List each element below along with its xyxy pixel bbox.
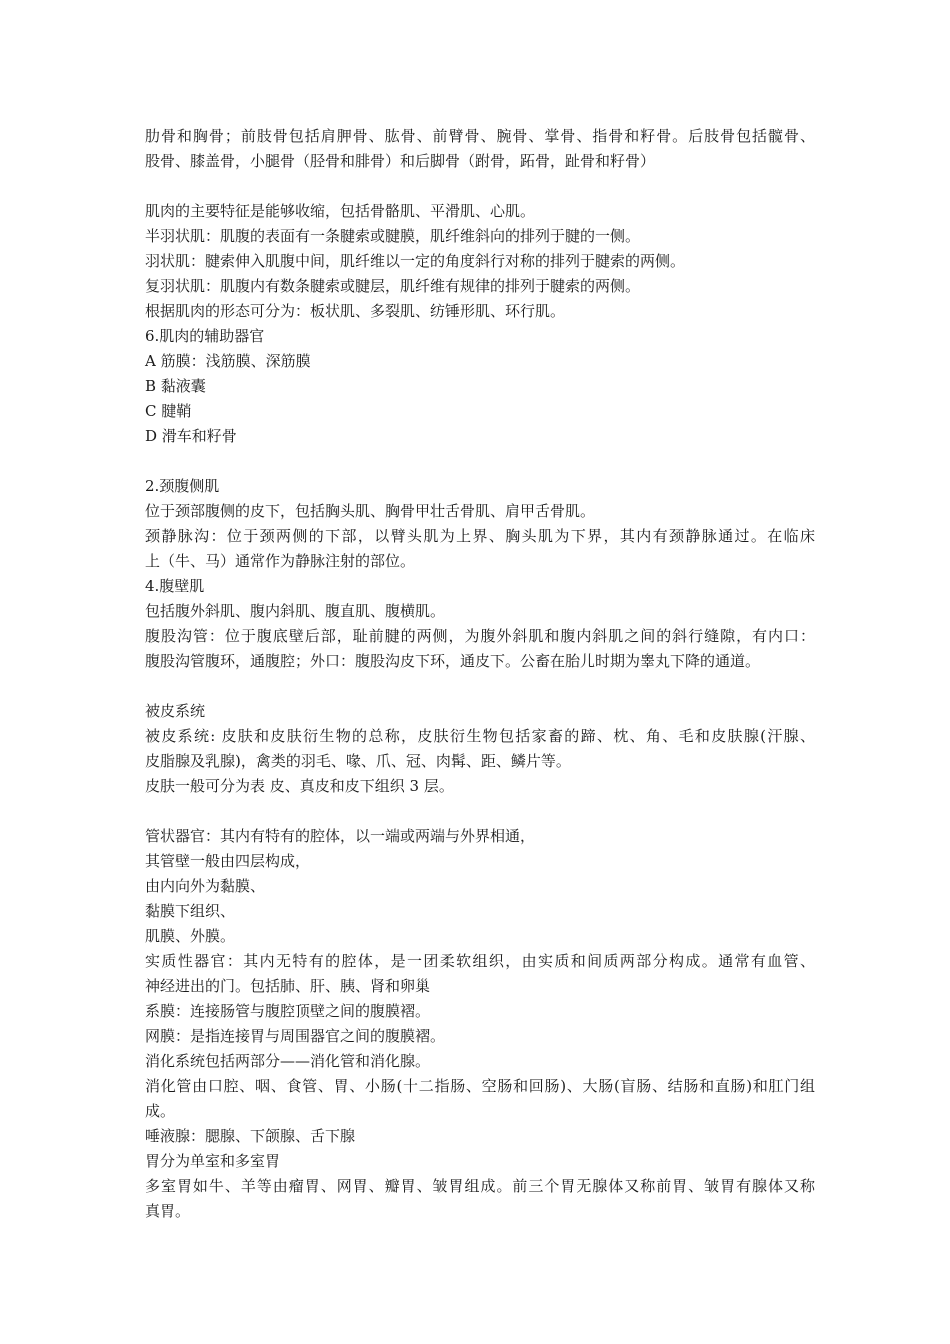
text-line: 黏膜下组织、 [145, 902, 236, 920]
text-line: 腹股沟管腹环，通腹腔；外口：腹股沟皮下环，通皮下。公畜在胎儿时期为睾丸下降的通道。 [145, 652, 761, 670]
text-line: C 腱鞘 [145, 402, 192, 420]
text-line: 半羽状肌：肌腹的表面有一条腱索或腱膜，肌纤维斜向的排列于腱的一侧。 [145, 227, 641, 245]
text-line: 上（牛、马）通常作为静脉注射的部位。 [145, 552, 416, 570]
text-line: 股骨、膝盖骨，小腿骨（胫骨和腓骨）和后脚骨（跗骨，跖骨，趾骨和籽骨） [145, 152, 656, 170]
text-line: 由内向外为黏膜、 [145, 877, 266, 895]
text-line: 实质性器官：其内无特有的腔体，是一团柔软组织，由实质和间质两部分构成。通常有血管、 [145, 952, 815, 970]
text-line: 皮肤一般可分为表 皮、真皮和皮下组织 3 层。 [145, 777, 454, 795]
text-line: 唾液腺：腮腺、下颌腺、舌下腺 [145, 1127, 356, 1145]
text-line: 网膜：是指连接胃与周围器官之间的腹膜褶。 [145, 1027, 446, 1045]
text-line: 消化管由口腔、咽、食管、胃、小肠(十二指肠、空肠和回肠)、大肠(盲肠、结肠和直肠)和肛门组 [145, 1077, 815, 1095]
text-line: 羽状肌：腱索伸入肌腹中间，肌纤维以一定的角度斜行对称的排列于腱索的两侧。 [145, 252, 686, 270]
text-line: 系膜：连接肠管与腹腔顶壁之间的腹膜褶。 [145, 1002, 431, 1020]
text-line: D 滑车和籽骨 [145, 427, 237, 445]
text-line: 颈静脉沟：位于颈两侧的下部，以臂头肌为上界、胸头肌为下界，其内有颈静脉通过。在临床 [145, 527, 815, 545]
text-line: 肋骨和胸骨；前肢骨包括肩胛骨、肱骨、前臂骨、腕骨、掌骨、指骨和籽骨。后肢骨包括髋骨、 [145, 127, 815, 145]
text-line: 管状器官：其内有特有的腔体，以一端或两端与外界相通， [145, 827, 536, 845]
text-line: 2.颈腹侧肌 [145, 477, 220, 495]
blank-line [145, 174, 815, 199]
text-line: A 筋膜：浅筋膜、深筋膜 [145, 352, 311, 370]
text-line: 真胃。 [145, 1202, 191, 1220]
text-line: 皮脂腺及乳腺)，禽类的羽毛、喙、爪、冠、肉髯、距、鳞片等。 [145, 752, 571, 770]
text-line: 多室胃如牛、羊等由瘤胃、网胃、瓣胃、皱胃组成。前三个胃无腺体又称前胃、皱胃有腺体又称 [145, 1177, 815, 1195]
text-line: 胃分为单室和多室胃 [145, 1152, 281, 1170]
text-line: 成。 [145, 1102, 176, 1120]
text-line: 被皮系统 [145, 702, 206, 720]
text-line: 4.腹壁肌 [145, 577, 205, 595]
text-line: 其管壁一般由四层构成， [145, 852, 311, 870]
text-line: 腹股沟管：位于腹底壁后部，耻前腱的两侧，为腹外斜肌和腹内斜肌之间的斜行缝隙，有内口： [145, 627, 815, 645]
blank-line [145, 799, 815, 824]
document-body [145, 124, 815, 1224]
text-line: 肌膜、外膜。 [145, 927, 236, 945]
blank-line [145, 449, 815, 474]
text-line: 消化系统包括两部分——消化管和消化腺。 [145, 1052, 431, 1070]
text-line: 复羽状肌：肌腹内有数条腱索或腱层，肌纤维有规律的排列于腱索的两侧。 [145, 277, 641, 295]
text-line: 位于颈部腹侧的皮下，包括胸头肌、胸骨甲壮舌骨肌、肩甲舌骨肌。 [145, 502, 596, 520]
text-line: 肌肉的主要特征是能够收缩，包括骨骼肌、平滑肌、心肌。 [145, 202, 536, 220]
blank-line [145, 674, 815, 699]
text-line: 根据肌肉的形态可分为：板状肌、多裂肌、纺锤形肌、环行肌。 [145, 302, 566, 320]
text-line: 包括腹外斜肌、腹内斜肌、腹直肌、腹横肌。 [145, 602, 446, 620]
text-line: B 黏液囊 [145, 377, 206, 395]
text-line: 6.肌肉的辅助器官 [145, 327, 265, 345]
text-line: 神经进出的门。包括肺、肝、胰、肾和卵巢 [145, 977, 431, 995]
text-line: 被皮系统: 皮肤和皮肤衍生物的总称，皮肤衍生物包括家畜的蹄、枕、角、毛和皮肤腺(汗腺、 [145, 727, 815, 745]
